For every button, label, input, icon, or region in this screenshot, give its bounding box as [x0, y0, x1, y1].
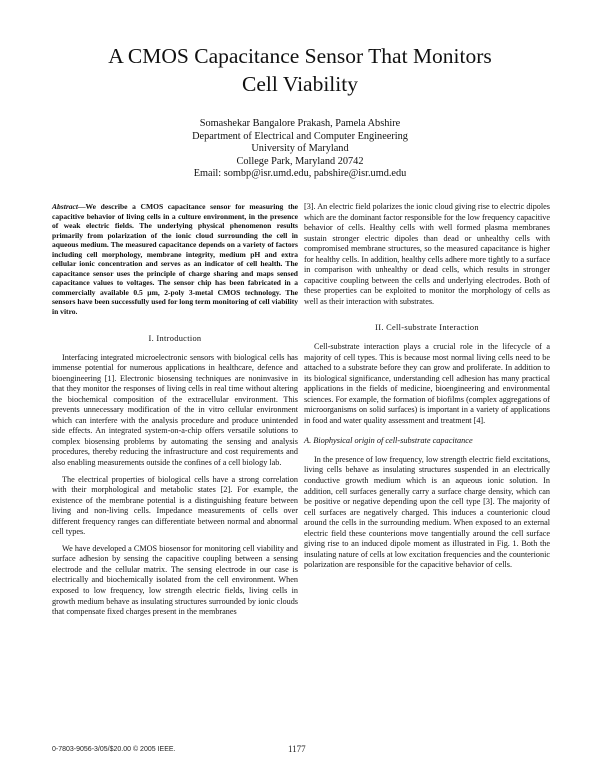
section-heading-introduction: I. Introduction: [148, 334, 202, 343]
intro-paragraph-1: Interfacing integrated microelectronic sensors with biological cells has immense potential for numerous applications in healthcare, defence and bioengineering [1]. Electronic biosensing techniques are noninvasive in that they monitor the responses of living cells in real time without altering the biochemical composition of the extracellular environment. This prevents unnecessary modification of the in vitro cellular environment which can interfere with the analysis procedure and produce unintended side effects. An integrated system-on-a-chip offers versatile solutions to complex biosensing problems by automating the sensing and analysis procedures, thereby reducing the infrastructure and cost requirements and also enabling measurements outside the confines of a cell biology lab.: [52, 352, 298, 468]
page-number: 1177: [288, 744, 306, 754]
title-line-1: A CMOS Capacitance Sensor That Monitors: [108, 44, 492, 68]
abstract-text: We describe a CMOS capacitance sensor for measuring the capacitive behavior of living cells in a culture environment, in the presence of weak electric fields. The underlying physical phenomenon results primarily from polarization of the ionic cloud surrounding the cell in aqueous medium. The measured capacitance depends on a variety of factors including cell morphology, membrane integrity, medium pH and extra cellular ionic concentration and serves as an indicator of cell health. The capacitance sensor uses the principle of charge sharing and maps sensed capacitance values to voltages. The sensor chip has been fabricated in a commercially available 0.5 μm, 2-poly 3-metal CMOS technology. The sensors have been successfully used for long term monitoring of cell viability in vitro.: [52, 202, 298, 316]
copyright-notice: 0-7803-9056-3/05/$20.00 © 2005 IEEE.: [52, 746, 176, 753]
section-heading-cell-substrate: II. Cell-substrate Interaction: [375, 323, 479, 333]
abstract-dash: —: [78, 202, 86, 211]
location: College Park, Maryland 20742: [236, 155, 364, 167]
right-paragraph-1: [3]. An electric field polarizes the ionic cloud giving rise to electric dipoles which are the dominant factor responsible for the low frequency capacitive behavior of cells. Healthy cells with well formed plasma membranes sustain stronger electric dipoles than dead or unhealthy cells with compromised membrane structures, so the measured capacitance is higher for healthy cells. In addition, healthy cells adhere more tightly to a surface in comparison with unhealthy or dead cells, which results in stronger capacitive coupling between the cells and underlying electrodes. Both of these properties can be exploited to monitor the morphology of cells as well as their interaction with substrates.: [304, 202, 550, 306]
subsection-paragraph-1: In the presence of low frequency, low strength electric field excitations, living cells behave as insulating structures suspended in an electrically conductive growth medium which is an aqueous ionic solution. In addition, cell surfaces generally carry a surface charge density, which can be positive or negative depending upon the cell type [3]. The majority of cell surfaces are negatively charged. This induces a counterionic cloud around the cells in the surrounding medium. When exposed to an external electric field these counterions move tangentially around the cell surface giving rise to an induced dipole moment as illustrated in Fig. 1. Both the insulating nature of cells at low excitation frequencies and the counterionic polarization are responsible for the capacitive behavior of cells.: [304, 454, 550, 570]
author-names: Somashekar Bangalore Prakash, Pamela Abshire: [199, 118, 401, 129]
email: Email: sombp@isr.umd.edu, pabshire@isr.umd.edu: [193, 168, 407, 180]
intro-paragraph-2: The electrical properties of biological cells have a strong correlation with their morphological and metabolic states [2]. For example, the existence of the membrane potential is a distinguishing feature between living and non-living cells. Impedance measurements of cells over different frequency ranges can differentiate between normal and abnormal cell types.: [52, 474, 298, 537]
paper-title: [40, 42, 560, 98]
department: Department of Electrical and Computer Engineering: [192, 130, 408, 142]
author-block: [100, 118, 500, 181]
cell-paragraph-1: Cell-substrate interaction plays a crucial role in the lifecycle of a majority of cell types. This is because most normal living cells need to be attached to a substrate before they can grow and proliferate. In addition to its biological significance, understanding cell adhesion has many practical applications in the fields of medicine, bioengineering and environmental sciences. For example, the formation of biofilms (complex aggregations of microorganisms on solid surfaces) is important in a variety of applications in food and water quality assessment and treatment [4].: [304, 342, 550, 425]
right-column: [304, 202, 550, 577]
intro-paragraph-3: We have developed a CMOS biosensor for monitoring cell viability and surface adhesion by sensing the capacitive coupling between a sensing electrode and the cellular matrix. The sensing electrode in our case is electrically and biochemically isolated from the cell environment. When exposed to low frequency, low strength electric fields, living cells in growth medium behave as insulating structures surrounded by ionic clouds that compensate fixed charges present in the membranes: [52, 543, 298, 617]
left-column: [52, 202, 298, 624]
subsection-heading: A. Biophysical origin of cell-substrate capacitance: [304, 436, 473, 446]
abstract: [52, 202, 298, 316]
title-line-2: Cell Viability: [242, 72, 358, 96]
university: University of Maryland: [251, 143, 349, 155]
abstract-lead: Abstract: [52, 202, 78, 211]
